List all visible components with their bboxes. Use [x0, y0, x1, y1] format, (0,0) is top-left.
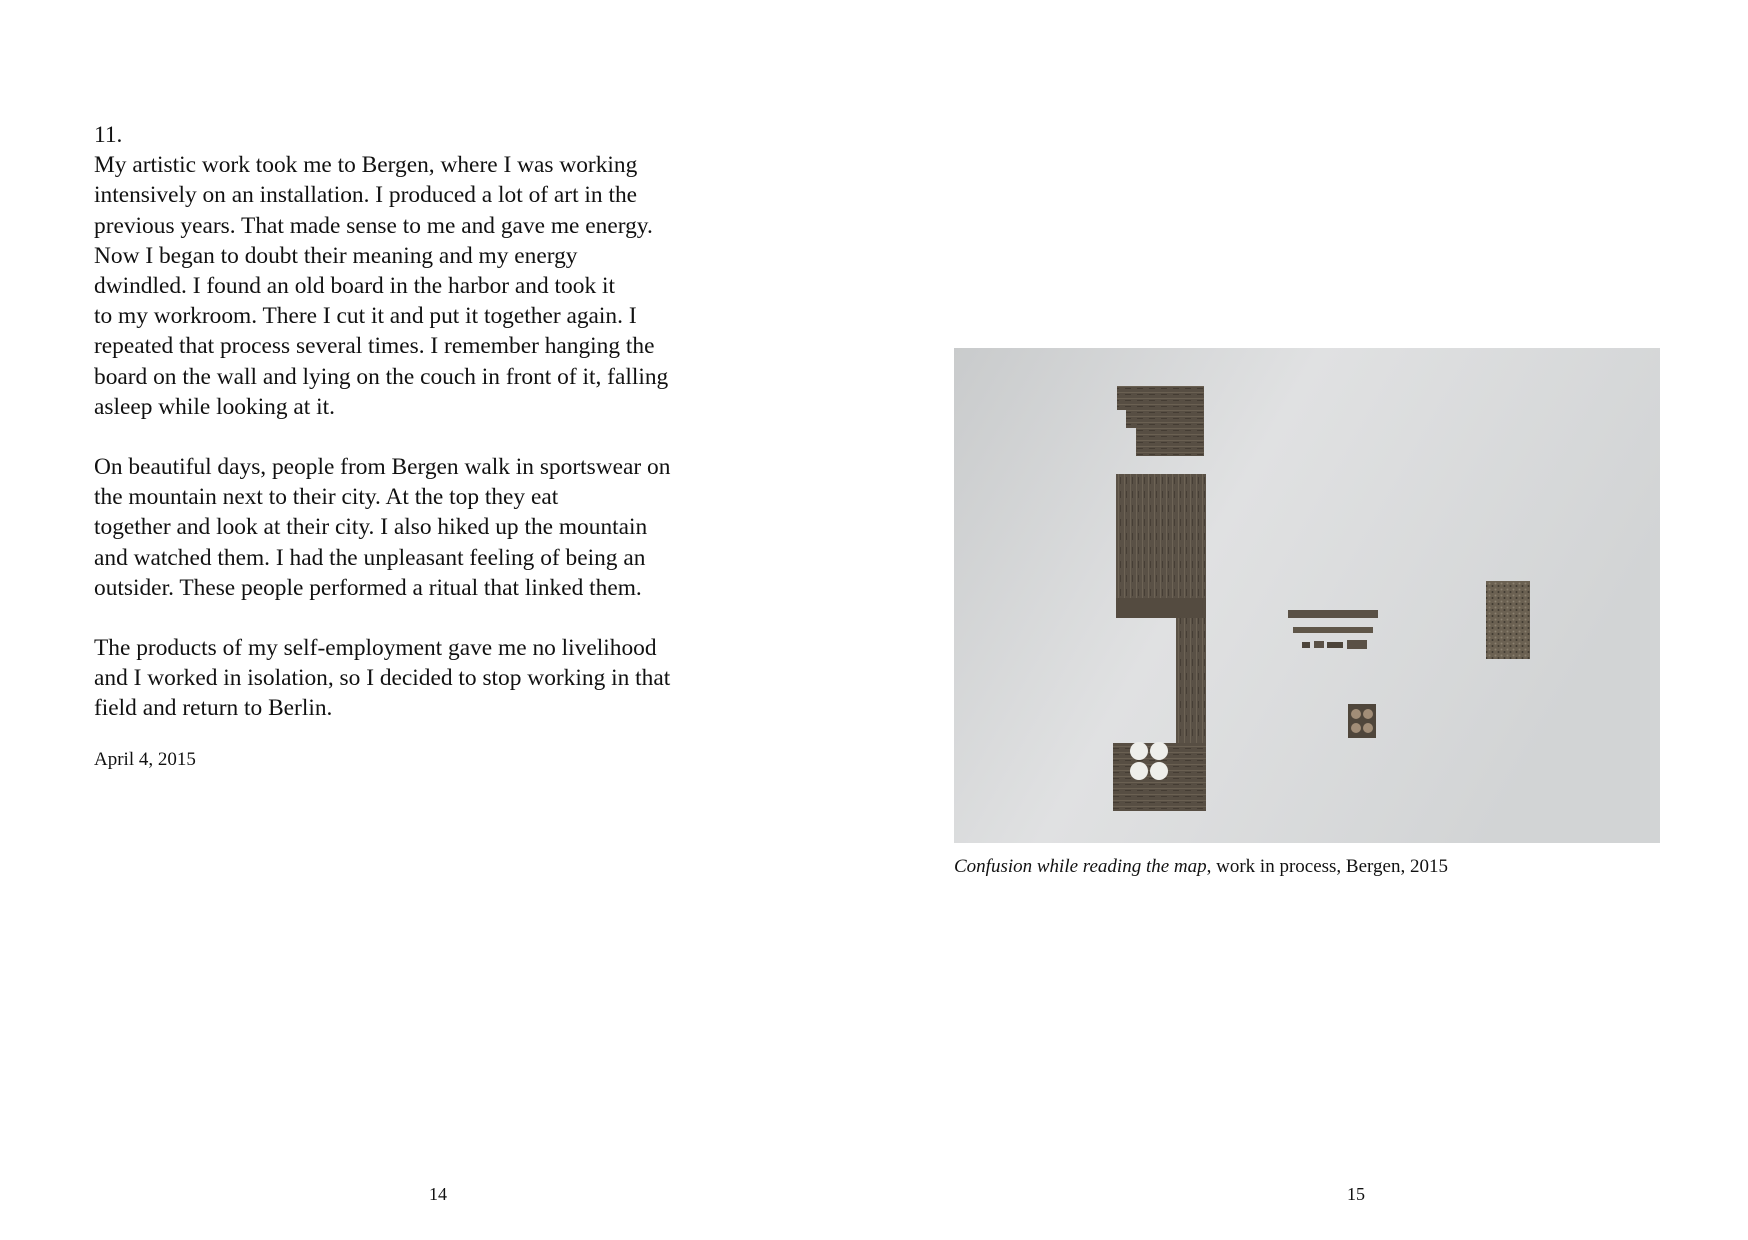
text-line: On beautiful days, people from Bergen walk in sportswear on — [94, 454, 671, 481]
entry-date: April 4, 2015 — [94, 749, 196, 770]
paragraph-3 — [94, 633, 754, 724]
section-number: 11. — [94, 122, 123, 148]
paragraph-2 — [94, 452, 754, 603]
text-line: field and return to Berlin. — [94, 695, 333, 722]
text-line: repeated that process several times. I remember hanging the — [94, 333, 655, 360]
text-line: and I worked in isolation, so I decided to stop working in that — [94, 665, 671, 692]
text-line: board on the wall and lying on the couch in front of it, falling — [94, 363, 669, 390]
text-line: together and look at their city. I also hiked up the mountain — [94, 514, 648, 541]
page-number-left: 14 — [429, 1184, 447, 1204]
board-piece-middle — [1116, 598, 1206, 618]
text-line: outsider. These people performed a ritual that linked them. — [94, 574, 642, 601]
artwork-photo — [954, 348, 1660, 843]
text-line: the mountain next to their city. At the top they eat — [94, 484, 559, 511]
text-line: dwindled. I found an old board in the harbor and took it — [94, 273, 615, 300]
text-line: and watched them. I had the unpleasant feeling of being an — [94, 544, 646, 571]
page-number-right: 15 — [1347, 1184, 1365, 1204]
text-line: to my workroom. There I cut it and put it together again. I — [94, 303, 637, 330]
text-line: Now I began to doubt their meaning and my energy — [94, 242, 578, 269]
text-line: My artistic work took me to Bergen, where I was working — [94, 152, 638, 179]
board-piece-lower — [1176, 618, 1206, 758]
speckled-panel — [1486, 581, 1530, 659]
artwork-title: Confusion while reading the map — [954, 856, 1207, 877]
text-line: intensively on an installation. I produced a lot of art in the — [94, 182, 638, 209]
wall-background — [954, 348, 1660, 843]
text-line: previous years. That made sense to me and gave me energy. — [94, 212, 653, 239]
artwork-details: , work in process, Bergen, 2015 — [1206, 856, 1448, 877]
right-page — [874, 0, 1748, 1240]
text-line: asleep while looking at it. — [94, 393, 335, 420]
paragraph-1 — [94, 150, 754, 422]
small-square-piece — [1348, 704, 1376, 738]
text-block — [94, 120, 754, 754]
text-line: The products of my self-employment gave me no livelihood — [94, 635, 657, 662]
photo-caption — [954, 855, 1674, 879]
board-piece-upper — [1116, 474, 1206, 598]
